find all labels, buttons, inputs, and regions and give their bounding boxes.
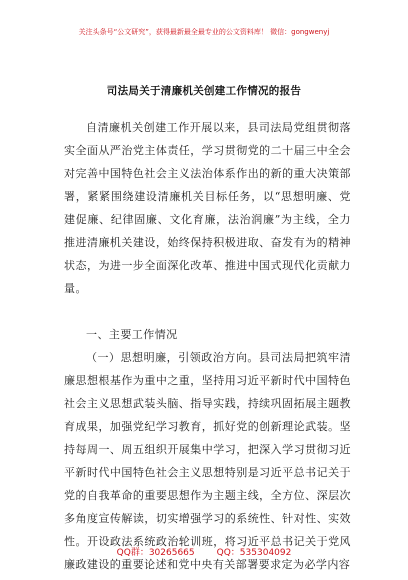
document-body — [64, 116, 351, 576]
intro-paragraph: 自清廉机关创建工作开展以来，县司法局党组贯彻落实全面从严治党主体责任，学习贯彻党的二十届三中全会对完善中国特色社会主义法治体系作出的新的重大决策部署，紧紧围绕建设清廉机关目标任务，以“思想明廉、党建促廉、纪律固廉、文化育廉，法治润廉”为主线，全力推进清廉机关建设，始终保持积极进取、奋发有为的精神状态，为进一步全面深化改革、推进中国式现代化贡献力量。 — [64, 121, 351, 295]
document-title: 司法局关于清廉机关创建工作情况的报告 — [106, 85, 302, 97]
footer-qq-group: QQ群：30265665 — [116, 548, 195, 558]
footer-qq-number: QQ：535304092 — [216, 548, 292, 558]
section-heading: 一、主要工作情况 — [86, 328, 178, 341]
paragraph-spacer — [64, 300, 351, 323]
header-banner: 关注头条号“公文研究”，获得最新最全最专业的公文资料库！ 微信：gongwenyj — [78, 28, 330, 36]
section-paragraph: （一）思想明廉，引领政治方向。县司法局把筑牢清廉思想根基作为重中之重，坚持用习近平新时代中国特色社会主义思想武装头脑、指导实践，持续巩固拓展主题教育成果，加强党纪学习教育，抓好党的创新理论武装。坚持每周一、周五组织开展集中学习，把深入学习贯彻习近平新时代中国特色社会主义思想特别是习近平总书记关于党的自我革命的重要思想作为主题主线，全方位、深层次多角度宣传解读，切实增强学习的系统性、针对性、实效性。开设政法系统政治轮训班，将习近平总书记关于党风廉政建设的重要论述和党中央有关部署要求定为必学内容 — [64, 351, 351, 571]
footer-contact — [0, 545, 408, 558]
